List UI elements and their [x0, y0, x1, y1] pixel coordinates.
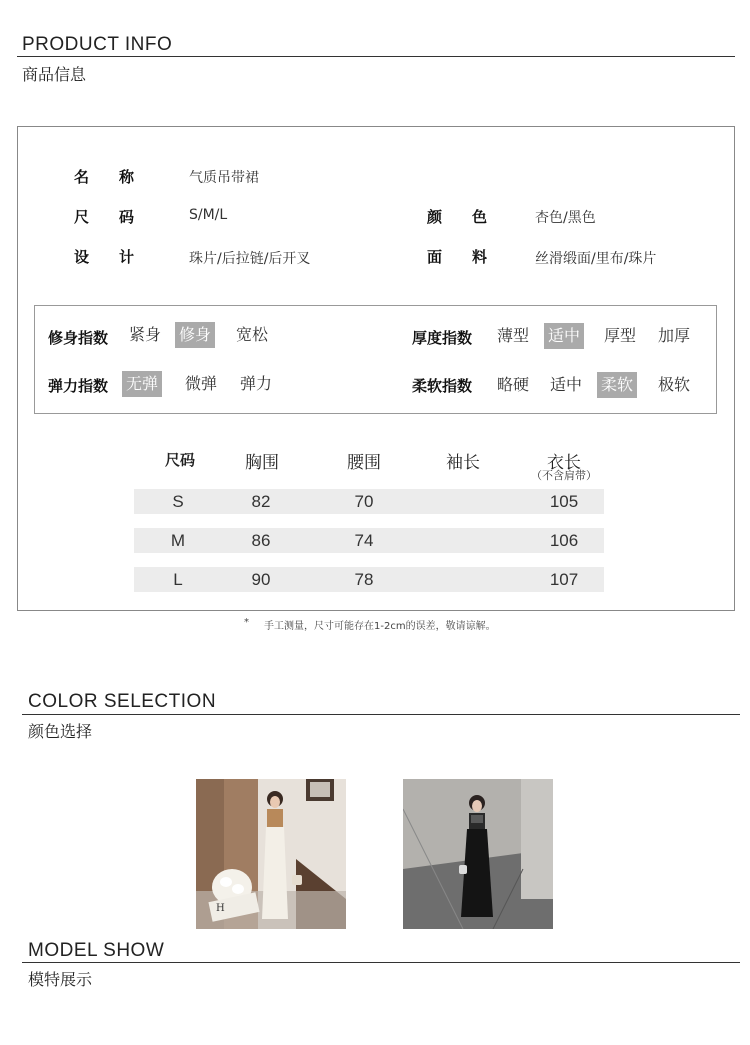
elasticity-option-slight: 微弹: [185, 374, 218, 393]
product-info-divider: [17, 56, 735, 57]
size-cell: L: [173, 570, 183, 589]
thickness-option-thin: 薄型: [497, 326, 530, 345]
color-selection-divider: [22, 714, 740, 715]
measure-note-star: *: [244, 617, 249, 628]
measure-note: 手工测量，尺寸可能存在1-2cm的误差，敬请谅解。: [264, 621, 496, 632]
size-table-header-length: 衣长: [547, 453, 581, 473]
spec-name-value: 气质吊带裙: [189, 170, 259, 186]
model-show-title-en: MODEL SHOW: [28, 940, 165, 961]
size-table-header-waist: 腰围: [347, 453, 381, 473]
thickness-index-label: 厚度指数: [412, 329, 473, 347]
size-cell: S: [172, 492, 184, 511]
length-cell: 107: [549, 570, 579, 589]
size-table-length-note: （不含肩带）: [531, 469, 597, 482]
product-info-title-cn: 商品信息: [22, 65, 87, 84]
color-selection-title-en: COLOR SELECTION: [28, 691, 217, 712]
model-show-title-cn: 模特展示: [28, 970, 93, 989]
thickness-option-thick: 厚型: [604, 326, 637, 345]
size-table-header-sleeve: 袖长: [446, 453, 480, 473]
thickness-option-medium: 适中: [544, 323, 584, 349]
softness-option-soft: 柔软: [597, 372, 637, 398]
softness-option-firm: 略硬: [497, 375, 530, 394]
thickness-option-extra-thick: 加厚: [658, 326, 691, 345]
chest-cell: 86: [251, 531, 271, 550]
softness-option-very-soft: 极软: [658, 375, 691, 394]
spec-size-label: 尺 码: [74, 208, 135, 226]
spec-name-label: 名 称: [74, 168, 135, 186]
elasticity-option-none: 无弹: [122, 371, 162, 397]
black-dress-photo[interactable]: [403, 779, 553, 929]
apricot-dress-photo[interactable]: [196, 779, 346, 929]
chest-cell: 90: [251, 570, 271, 589]
softness-option-medium: 适中: [550, 375, 583, 394]
spec-color-label: 颜 色: [427, 208, 488, 226]
waist-cell: 78: [354, 570, 374, 589]
apricot-dress-illustration: [196, 779, 346, 929]
model-show-divider: [22, 962, 740, 963]
softness-index-label: 柔软指数: [412, 377, 473, 395]
fit-option-slim: 修身: [175, 322, 215, 348]
length-cell: 106: [549, 531, 579, 550]
fit-index-label: 修身指数: [48, 329, 109, 347]
elasticity-option-stretch: 弹力: [240, 374, 273, 393]
length-cell: 105: [549, 492, 579, 511]
black-dress-illustration: [403, 779, 553, 929]
size-cell: M: [170, 531, 186, 550]
color-selection-title-cn: 颜色选择: [28, 722, 93, 741]
product-info-title-en: PRODUCT INFO: [22, 34, 173, 55]
chest-cell: 82: [251, 492, 271, 511]
spec-size-value: S/M/L: [189, 207, 228, 223]
size-table-header-chest: 胸围: [245, 453, 279, 473]
fit-option-loose: 宽松: [236, 325, 269, 344]
spec-fabric-label: 面 料: [427, 248, 488, 266]
waist-cell: 74: [354, 531, 374, 550]
spec-design-label: 设 计: [74, 248, 135, 266]
spec-design-value: 珠片/后拉链/后开叉: [189, 251, 311, 267]
fit-option-tight: 紧身: [129, 325, 162, 344]
svg-text:H: H: [216, 903, 225, 914]
waist-cell: 70: [354, 492, 374, 511]
spec-fabric-value: 丝滑缎面/里布/珠片: [535, 251, 657, 267]
elasticity-index-label: 弹力指数: [48, 377, 109, 395]
size-table-header-size: 尺码: [164, 451, 195, 469]
spec-color-value: 杏色/黑色: [535, 210, 596, 226]
